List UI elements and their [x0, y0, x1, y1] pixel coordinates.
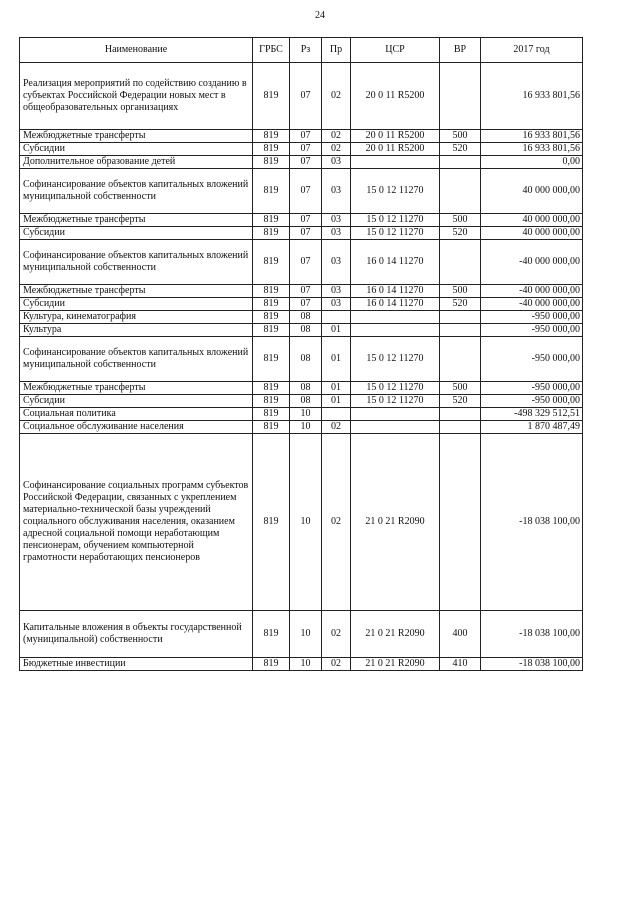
cell-vr: [440, 421, 481, 434]
header-vr: ВР: [440, 38, 481, 63]
cell-vr: [440, 169, 481, 214]
cell-vr: 500: [440, 214, 481, 227]
table-row: [20, 324, 583, 337]
header-rz: Рз: [290, 38, 322, 63]
cell-grbs: 819: [253, 658, 290, 671]
cell-amount: -18 038 100,00: [481, 658, 583, 671]
cell-amount: 40 000 000,00: [481, 214, 583, 227]
cell-rz: 08: [290, 337, 322, 382]
cell-amount: 16 933 801,56: [481, 130, 583, 143]
cell-pr: 02: [322, 421, 351, 434]
cell-pr: 01: [322, 382, 351, 395]
cell-grbs: 819: [253, 324, 290, 337]
table-row: [20, 130, 583, 143]
cell-amount: -950 000,00: [481, 382, 583, 395]
cell-pr: 02: [322, 130, 351, 143]
cell-vr: 400: [440, 611, 481, 658]
cell-grbs: 819: [253, 227, 290, 240]
cell-pr: 01: [322, 324, 351, 337]
cell-grbs: 819: [253, 408, 290, 421]
cell-name: Социальная политика: [20, 408, 253, 421]
cell-pr: 03: [322, 298, 351, 311]
cell-name: Дополнительное образование детей: [20, 156, 253, 169]
cell-pr: 02: [322, 63, 351, 130]
table-row: [20, 337, 583, 382]
table-row: [20, 214, 583, 227]
cell-vr: 520: [440, 395, 481, 408]
table-row: [20, 63, 583, 130]
cell-name: Софинансирование объектов капитальных вложений муниципальной собственности: [20, 240, 253, 285]
cell-csr: 20 0 11 R5200: [351, 63, 440, 130]
cell-grbs: 819: [253, 143, 290, 156]
header-pr: Пр: [322, 38, 351, 63]
cell-csr: 15 0 12 11270: [351, 214, 440, 227]
cell-rz: 07: [290, 298, 322, 311]
cell-name: Софинансирование социальных программ субъектов Российской Федерации, связанных с укреплением материально-технической базы учреждений социального обслуживания населения, оказанием адресной социальной помощи неработающим пенсионерам, обучением компьютерной грамотности неработающих пенсионеров: [20, 434, 253, 611]
cell-csr: 16 0 14 11270: [351, 240, 440, 285]
cell-rz: 07: [290, 143, 322, 156]
cell-name: Софинансирование объектов капитальных вложений муниципальной собственности: [20, 337, 253, 382]
cell-pr: 01: [322, 337, 351, 382]
cell-rz: 07: [290, 285, 322, 298]
cell-grbs: 819: [253, 337, 290, 382]
cell-csr: 15 0 12 11270: [351, 382, 440, 395]
cell-name: Культура, кинематография: [20, 311, 253, 324]
cell-pr: 03: [322, 214, 351, 227]
cell-rz: 07: [290, 214, 322, 227]
cell-rz: 07: [290, 240, 322, 285]
cell-pr: [322, 311, 351, 324]
cell-csr: 15 0 12 11270: [351, 169, 440, 214]
table-row: [20, 434, 583, 611]
cell-name: Бюджетные инвестиции: [20, 658, 253, 671]
cell-amount: -950 000,00: [481, 311, 583, 324]
table-row: [20, 156, 583, 169]
cell-csr: [351, 324, 440, 337]
cell-pr: 01: [322, 395, 351, 408]
cell-vr: [440, 63, 481, 130]
table-row: [20, 395, 583, 408]
cell-vr: [440, 408, 481, 421]
cell-grbs: 819: [253, 214, 290, 227]
cell-grbs: 819: [253, 130, 290, 143]
cell-grbs: 819: [253, 434, 290, 611]
cell-name: Межбюджетные трансферты: [20, 285, 253, 298]
cell-vr: 520: [440, 143, 481, 156]
cell-vr: [440, 311, 481, 324]
cell-csr: 21 0 21 R2090: [351, 611, 440, 658]
cell-name: Реализация мероприятий по содействию созданию в субъектах Российской Федерации новых мест в общеобразовательных организациях: [20, 63, 253, 130]
cell-vr: [440, 434, 481, 611]
table-row: [20, 298, 583, 311]
cell-rz: 10: [290, 421, 322, 434]
table-row: [20, 285, 583, 298]
cell-pr: 02: [322, 658, 351, 671]
cell-rz: 08: [290, 324, 322, 337]
cell-rz: 08: [290, 382, 322, 395]
cell-pr: 02: [322, 143, 351, 156]
cell-name: Межбюджетные трансферты: [20, 130, 253, 143]
cell-csr: 15 0 12 11270: [351, 337, 440, 382]
budget-table: [19, 37, 583, 671]
cell-csr: [351, 421, 440, 434]
cell-csr: 21 0 21 R2090: [351, 434, 440, 611]
cell-rz: 10: [290, 611, 322, 658]
cell-amount: -40 000 000,00: [481, 298, 583, 311]
cell-amount: 1 870 487,49: [481, 421, 583, 434]
cell-rz: 07: [290, 227, 322, 240]
cell-name: Межбюджетные трансферты: [20, 214, 253, 227]
table-row: [20, 658, 583, 671]
cell-name: Субсидии: [20, 227, 253, 240]
cell-grbs: 819: [253, 395, 290, 408]
table-body: [20, 63, 583, 671]
cell-name: Культура: [20, 324, 253, 337]
cell-grbs: 819: [253, 298, 290, 311]
table-row: [20, 169, 583, 214]
table-row: [20, 240, 583, 285]
cell-pr: 02: [322, 611, 351, 658]
cell-amount: -950 000,00: [481, 324, 583, 337]
cell-amount: 40 000 000,00: [481, 227, 583, 240]
cell-rz: 07: [290, 130, 322, 143]
cell-csr: 16 0 14 11270: [351, 285, 440, 298]
cell-vr: 520: [440, 298, 481, 311]
cell-name: Капитальные вложения в объекты государственной (муниципальной) собственности: [20, 611, 253, 658]
cell-grbs: 819: [253, 156, 290, 169]
cell-amount: -950 000,00: [481, 395, 583, 408]
cell-amount: -498 329 512,51: [481, 408, 583, 421]
header-grbs: ГРБС: [253, 38, 290, 63]
cell-name: Межбюджетные трансферты: [20, 382, 253, 395]
cell-vr: [440, 240, 481, 285]
cell-amount: -40 000 000,00: [481, 285, 583, 298]
cell-name: Субсидии: [20, 395, 253, 408]
cell-amount: 16 933 801,56: [481, 63, 583, 130]
cell-amount: 0,00: [481, 156, 583, 169]
cell-rz: 08: [290, 311, 322, 324]
cell-name: Субсидии: [20, 298, 253, 311]
table-row: [20, 611, 583, 658]
cell-rz: 07: [290, 169, 322, 214]
cell-vr: [440, 337, 481, 382]
cell-amount: 40 000 000,00: [481, 169, 583, 214]
cell-rz: 10: [290, 658, 322, 671]
cell-amount: -18 038 100,00: [481, 434, 583, 611]
cell-name: Субсидии: [20, 143, 253, 156]
cell-pr: 03: [322, 156, 351, 169]
cell-amount: -18 038 100,00: [481, 611, 583, 658]
cell-name: Софинансирование объектов капитальных вложений муниципальной собственности: [20, 169, 253, 214]
cell-pr: [322, 408, 351, 421]
cell-csr: [351, 156, 440, 169]
cell-csr: 21 0 21 R2090: [351, 658, 440, 671]
cell-amount: 16 933 801,56: [481, 143, 583, 156]
cell-pr: 03: [322, 240, 351, 285]
header-name: Наименование: [20, 38, 253, 63]
table-row: [20, 408, 583, 421]
cell-amount: -40 000 000,00: [481, 240, 583, 285]
cell-vr: [440, 324, 481, 337]
cell-csr: 20 0 11 R5200: [351, 143, 440, 156]
cell-rz: 07: [290, 156, 322, 169]
cell-grbs: 819: [253, 285, 290, 298]
cell-csr: 15 0 12 11270: [351, 227, 440, 240]
cell-grbs: 819: [253, 421, 290, 434]
table-row: [20, 311, 583, 324]
cell-grbs: 819: [253, 63, 290, 130]
table-row: [20, 227, 583, 240]
cell-pr: 02: [322, 434, 351, 611]
cell-grbs: 819: [253, 240, 290, 285]
cell-name: Социальное обслуживание населения: [20, 421, 253, 434]
cell-grbs: 819: [253, 169, 290, 214]
cell-csr: 15 0 12 11270: [351, 395, 440, 408]
cell-rz: 07: [290, 63, 322, 130]
cell-vr: 500: [440, 382, 481, 395]
cell-rz: 10: [290, 434, 322, 611]
cell-pr: 03: [322, 227, 351, 240]
cell-pr: 03: [322, 285, 351, 298]
table-row: [20, 382, 583, 395]
cell-grbs: 819: [253, 382, 290, 395]
table-header-row: [20, 38, 583, 63]
cell-vr: 500: [440, 285, 481, 298]
cell-vr: 520: [440, 227, 481, 240]
cell-pr: 03: [322, 169, 351, 214]
cell-vr: 500: [440, 130, 481, 143]
cell-csr: 20 0 11 R5200: [351, 130, 440, 143]
table-row: [20, 421, 583, 434]
cell-grbs: 819: [253, 611, 290, 658]
cell-csr: [351, 408, 440, 421]
cell-rz: 08: [290, 395, 322, 408]
header-year: 2017 год: [481, 38, 583, 63]
cell-rz: 10: [290, 408, 322, 421]
cell-amount: -950 000,00: [481, 337, 583, 382]
cell-vr: [440, 156, 481, 169]
header-csr: ЦСР: [351, 38, 440, 63]
page-number: 24: [315, 10, 325, 21]
table-row: [20, 143, 583, 156]
cell-csr: [351, 311, 440, 324]
cell-vr: 410: [440, 658, 481, 671]
cell-grbs: 819: [253, 311, 290, 324]
cell-csr: 16 0 14 11270: [351, 298, 440, 311]
